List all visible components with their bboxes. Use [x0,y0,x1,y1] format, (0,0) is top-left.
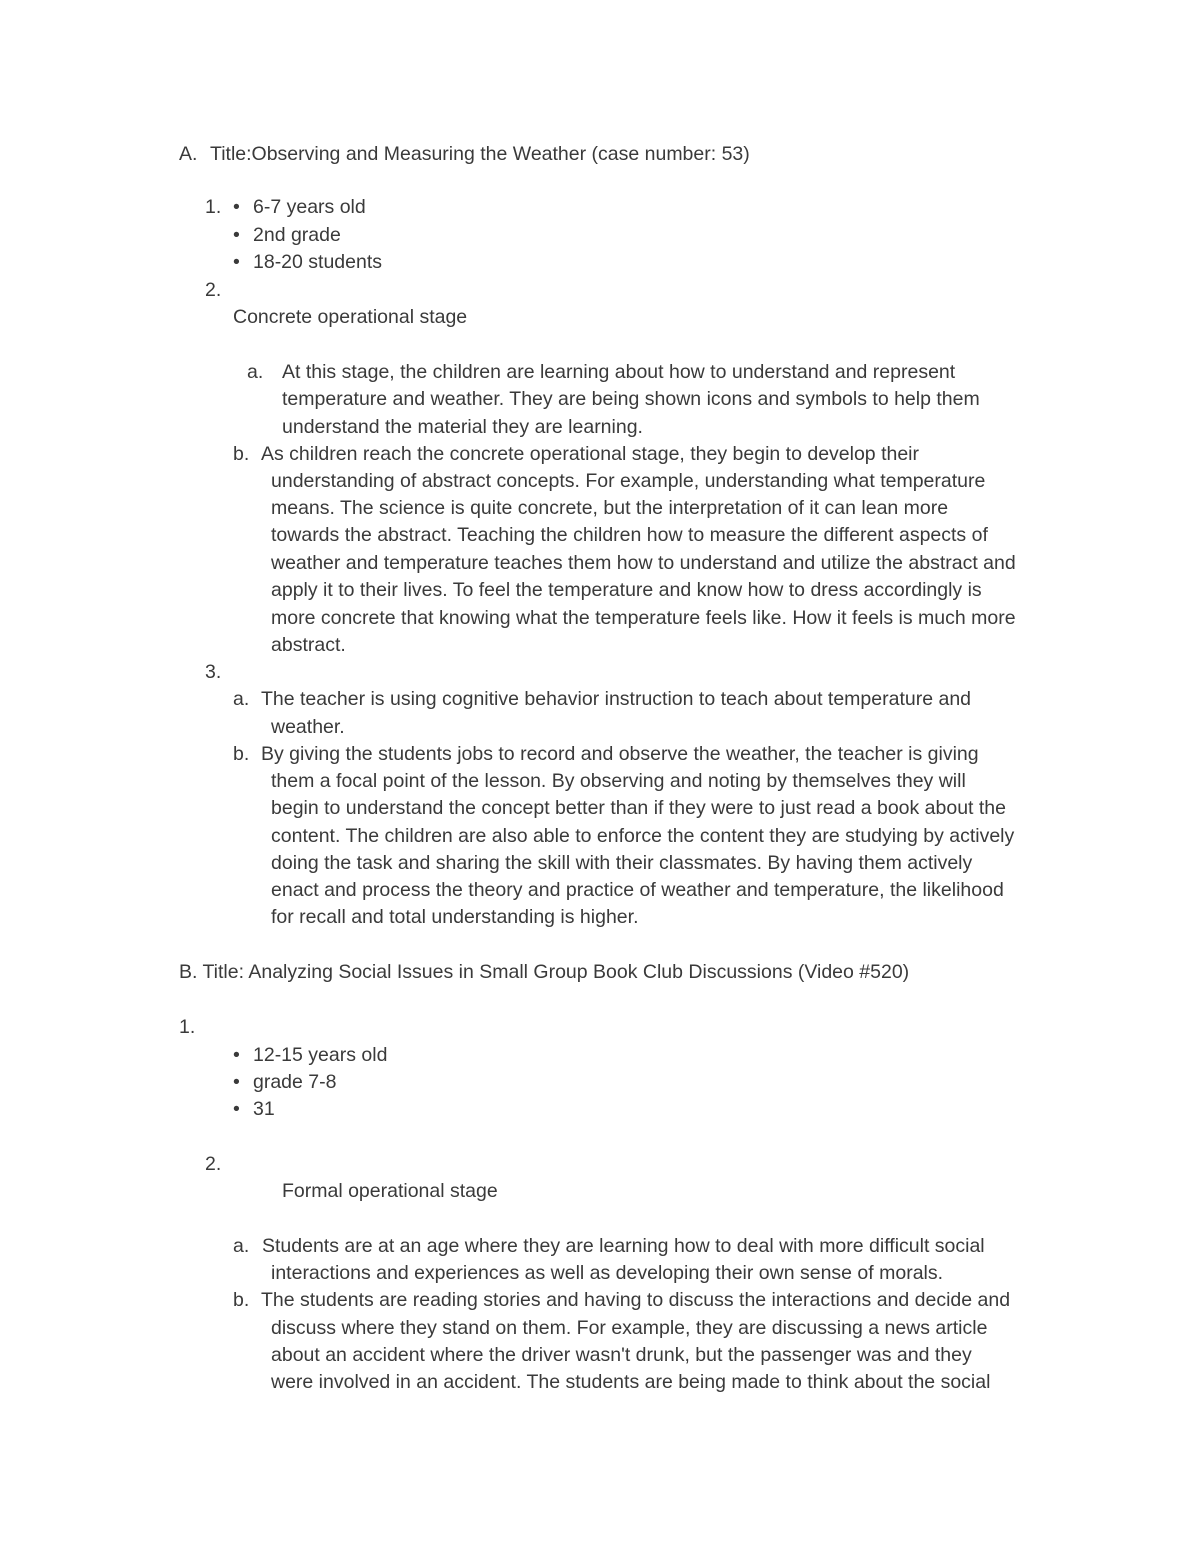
section-a-title: Title:Observing and Measuring the Weather (case number: 53) [210,143,750,165]
a-item-2-b-line: weather and temperature teaches them how to understand and utilize the abstract and [271,552,1016,574]
a-item-2-b-line: As children reach the concrete operational stage, they begin to develop their [261,443,920,465]
b-item-2-a-line: interactions and experiences as well as developing their own sense of morals. [271,1262,944,1284]
a-item-1-marker: 1. [205,196,222,218]
section-b-title: B. Title: Analyzing Social Issues in Small Group Book Club Discussions (Video #520) [179,961,910,983]
b-item-2-b-line: were involved in an accident. The students are being made to think about the social [271,1371,991,1393]
b-item-2-b-line: The students are reading stories and having to discuss the interactions and decide and [261,1289,1011,1311]
a-item-3-b-line: doing the task and sharing the skill with their classmates. By having them actively [271,852,973,874]
b-item-1-bullet: grade 7-8 [253,1071,337,1093]
a-item-2-b-line: understanding of abstract concepts. For example, understanding what temperature [271,470,986,492]
b-item-2-b-line: about an accident where the driver wasn't drunk, but the passenger was and they [271,1344,972,1366]
b-item-1-bullet: 12-15 years old [253,1044,388,1066]
a-item-2-heading: Concrete operational stage [233,306,468,328]
a-item-3-b-line: content. The children are also able to enforce the content they are studying by actively [271,825,1015,847]
bullet-dot: • [233,196,240,218]
bullet-dot: • [233,224,240,246]
a-item-2-b-marker: b. [233,443,250,465]
a-item-1-bullet: 18-20 students [253,251,383,273]
a-item-2-a-line: temperature and weather. They are being shown icons and symbols to help them [282,388,980,410]
bullet-dot: • [233,1098,240,1120]
a-item-3-b-line: By giving the students jobs to record and observe the weather, the teacher is giving [261,743,979,765]
bullet-dot: • [233,1071,240,1093]
a-item-3-b-line: begin to understand the concept better than if they were to just read a book about the [271,797,1007,819]
a-item-2-b-line: abstract. [271,634,346,656]
a-item-3-a-marker: a. [233,688,250,710]
a-item-3-a-line: weather. [271,716,345,738]
b-item-2-a-marker: a. [233,1235,250,1257]
a-item-3-marker: 3. [205,661,222,683]
a-item-3-b-line: enact and process the theory and practice of weather and temperature, the likelihood [271,879,1004,901]
b-item-2-b-marker: b. [233,1289,250,1311]
a-item-3-b-line: them a focal point of the lesson. By observing and noting by themselves they will [271,770,966,792]
a-item-2-b-line: apply it to their lives. To feel the temperature and know how to dress accordingly is [271,579,982,601]
b-item-2-a-line: Students are at an age where they are learning how to deal with more difficult social [262,1235,985,1257]
b-item-1-bullet: 31 [253,1098,275,1120]
a-item-2-b-line: more concrete that knowing what the temperature feels like. How it feels is much more [271,607,1016,629]
a-item-1-bullet: 2nd grade [253,224,341,246]
bullet-dot: • [233,251,240,273]
a-item-3-a-line: The teacher is using cognitive behavior instruction to teach about temperature and [261,688,972,710]
section-a-marker: A. [179,143,198,165]
b-item-2-marker: 2. [205,1153,222,1175]
b-item-2-b-line: discuss where they stand on them. For example, they are discussing a news article [271,1317,988,1339]
b-item-2-heading: Formal operational stage [282,1180,498,1202]
a-item-3-b-marker: b. [233,743,250,765]
a-item-3-b-line: for recall and total understanding is higher. [271,906,639,928]
a-item-2-b-line: means. The science is quite concrete, but the interpretation of it can lean more [271,497,949,519]
a-item-2-a-line: At this stage, the children are learning about how to understand and represent [282,361,956,383]
a-item-2-a-line: understand the material they are learning. [282,416,643,438]
a-item-1-bullet: 6-7 years old [253,196,366,218]
b-item-1-marker: 1. [179,1016,196,1038]
bullet-dot: • [233,1044,240,1066]
a-item-2-a-marker: a. [247,361,264,383]
a-item-2-b-line: towards the abstract. Teaching the children how to measure the different aspects of [271,524,988,546]
a-item-2-marker: 2. [205,279,222,301]
